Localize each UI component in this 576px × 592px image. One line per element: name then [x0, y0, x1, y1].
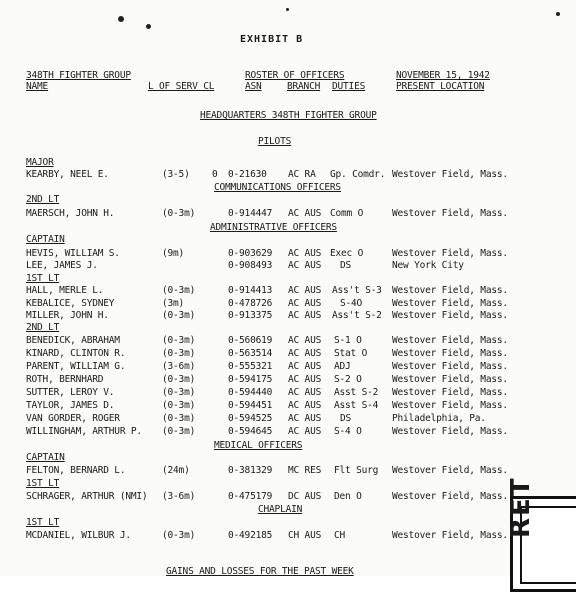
exhibit-label: EXHIBIT B: [240, 34, 304, 45]
officer-branch: AC AUS: [288, 413, 322, 424]
officer-branch: AC AUS: [288, 335, 322, 346]
group-name: 348TH FIGHTER GROUP: [26, 70, 131, 81]
officer-branch: AC AUS: [288, 248, 322, 259]
officer-asn: 0-560619: [228, 335, 273, 346]
officer-branch: AC AUS: [288, 208, 322, 219]
officer-name: HALL, MERLE L.: [26, 285, 104, 296]
rank-2nd-lt: 2ND LT: [26, 194, 60, 205]
officer-asn: 0-594440: [228, 387, 273, 398]
officer-duties: Flt Surg: [334, 465, 379, 476]
officer-class: 0: [212, 169, 218, 180]
officer-duties: S-4O: [340, 298, 363, 309]
officer-service: (0-3m): [162, 387, 196, 398]
officer-location: Westover Field, Mass.: [392, 169, 508, 180]
roster-date: NOVEMBER 15, 1942: [396, 70, 490, 81]
officer-duties: DS: [340, 413, 352, 424]
officer-name: TAYLOR, JAMES D.: [26, 400, 115, 411]
officer-location: Westover Field, Mass.: [392, 400, 508, 411]
officer-asn: 0-478726: [228, 298, 273, 309]
officer-service: (0-3m): [162, 413, 196, 424]
officer-asn: 0-555321: [228, 361, 273, 372]
col-name: NAME: [26, 81, 49, 92]
officer-location: Westover Field, Mass.: [392, 298, 508, 309]
officer-location: Westover Field, Mass.: [392, 361, 508, 372]
officer-duties: S-2 O: [334, 374, 362, 385]
officer-asn: 0-594451: [228, 400, 273, 411]
officer-name: SUTTER, LEROY V.: [26, 387, 115, 398]
officer-branch: CH AUS: [288, 530, 322, 541]
officer-row: [0, 413, 576, 424]
officer-service: (0-3m): [162, 530, 196, 541]
officer-service: (3-6m): [162, 491, 196, 502]
officer-name: KEBALICE, SYDNEY: [26, 298, 115, 309]
ink-blot: [146, 24, 151, 29]
officer-service: (3-5): [162, 169, 190, 180]
officer-row: [0, 335, 576, 346]
officer-duties: Den O: [334, 491, 362, 502]
officer-duties: CH: [334, 530, 346, 541]
officer-service: (9m): [162, 248, 185, 259]
officer-asn: 0-594525: [228, 413, 273, 424]
officer-service: (0-3m): [162, 208, 196, 219]
officer-row: [0, 260, 576, 271]
officer-row: [0, 465, 576, 476]
officer-row: [0, 298, 576, 309]
officer-row: [0, 387, 576, 398]
officer-asn: 0-913375: [228, 310, 273, 321]
officer-duties: Stat O: [334, 348, 368, 359]
ink-blot: [286, 8, 289, 11]
subsection-title: PILOTS: [258, 136, 292, 147]
officer-service: (0-3m): [162, 426, 196, 437]
rank-captain: CAPTAIN: [26, 234, 65, 245]
officer-duties: ADJ: [334, 361, 351, 372]
officer-asn: 0-492185: [228, 530, 273, 541]
category-medical: MEDICAL OFFICERS: [214, 440, 303, 451]
officer-location: Westover Field, Mass.: [392, 465, 508, 476]
officer-name: MCDANIEL, WILBUR J.: [26, 530, 131, 541]
officer-duties: Exec O: [330, 248, 364, 259]
rank-2nd-lt: 2ND LT: [26, 322, 60, 333]
officer-row: [0, 208, 576, 219]
officer-asn: 0-903629: [228, 248, 273, 259]
officer-duties: S-1 O: [334, 335, 362, 346]
officer-name: PARENT, WILLIAM G.: [26, 361, 126, 372]
rank-1st-lt: 1ST LT: [26, 273, 60, 284]
officer-location: Westover Field, Mass.: [392, 285, 508, 296]
officer-row: [0, 361, 576, 372]
officer-row: [0, 348, 576, 359]
officer-name: SCHRAGER, ARTHUR (NMI): [26, 491, 148, 502]
col-asn: ASN: [245, 81, 262, 92]
officer-service: (3m): [162, 298, 185, 309]
officer-asn: 0-475179: [228, 491, 273, 502]
officer-row: [0, 169, 576, 180]
officer-asn: 0-914447: [228, 208, 273, 219]
category-communications: COMMUNICATIONS OFFICERS: [214, 182, 341, 193]
officer-row: [0, 248, 576, 259]
officer-duties: Asst S-2: [334, 387, 379, 398]
officer-location: Westover Field, Mass.: [392, 208, 508, 219]
col-duties: DUTIES: [332, 81, 366, 92]
officer-service: (0-3m): [162, 335, 196, 346]
col-location: PRESENT LOCATION: [396, 81, 485, 92]
category-administrative: ADMINISTRATIVE OFFICERS: [210, 222, 337, 233]
rank-1st-lt: 1ST LT: [26, 517, 60, 528]
officer-branch: AC AUS: [288, 400, 322, 411]
officer-service: (0-3m): [162, 374, 196, 385]
officer-asn: 0-908493: [228, 260, 273, 271]
officer-duties: Ass't S-2: [332, 310, 382, 321]
officer-duties: Ass't S-3: [332, 285, 382, 296]
officer-service: (3-6m): [162, 361, 196, 372]
officer-row: [0, 310, 576, 321]
stamp-text: RET: [506, 476, 536, 538]
officer-branch: AC AUS: [288, 260, 322, 271]
officer-name: KINARD, CLINTON R.: [26, 348, 126, 359]
officer-row: [0, 285, 576, 296]
officer-duties: Gp. Comdr.: [330, 169, 386, 180]
officer-location: Westover Field, Mass.: [392, 374, 508, 385]
officer-name: HEVIS, WILLIAM S.: [26, 248, 120, 259]
officer-service: (0-3m): [162, 285, 196, 296]
roster-title: ROSTER OF OFFICERS: [245, 70, 345, 81]
officer-location: Westover Field, Mass.: [392, 387, 508, 398]
officer-asn: 0-594175: [228, 374, 273, 385]
officer-location: Westover Field, Mass.: [392, 491, 508, 502]
officer-branch: AC AUS: [288, 426, 322, 437]
officer-name: VAN GORDER, ROGER: [26, 413, 120, 424]
officer-location: Westover Field, Mass.: [392, 335, 508, 346]
officer-branch: AC AUS: [288, 374, 322, 385]
officer-location: Westover Field, Mass.: [392, 530, 508, 541]
officer-duties: S-4 O: [334, 426, 362, 437]
officer-row: [0, 426, 576, 437]
officer-name: WILLINGHAM, ARTHUR P.: [26, 426, 142, 437]
officer-asn: 0-563514: [228, 348, 273, 359]
officer-name: KEARBY, NEEL E.: [26, 169, 109, 180]
officer-service: (0-3m): [162, 310, 196, 321]
col-length-of-service: L OF SERV CL: [148, 81, 215, 92]
officer-asn: 0-594645: [228, 426, 273, 437]
officer-asn: 0-381329: [228, 465, 273, 476]
officer-name: MILLER, JOHN H.: [26, 310, 109, 321]
officer-service: (0-3m): [162, 400, 196, 411]
officer-name: ROTH, BERNHARD: [26, 374, 104, 385]
rank-major: MAJOR: [26, 157, 54, 168]
officer-name: FELTON, BERNARD L.: [26, 465, 126, 476]
officer-branch: DC AUS: [288, 491, 322, 502]
rank-1st-lt: 1ST LT: [26, 478, 60, 489]
officer-row: [0, 374, 576, 385]
footer-heading: GAINS AND LOSSES FOR THE PAST WEEK: [166, 566, 354, 577]
officer-name: MAERSCH, JOHN H.: [26, 208, 115, 219]
officer-name: BENEDICK, ABRAHAM: [26, 335, 120, 346]
col-branch: BRANCH: [287, 81, 321, 92]
rank-captain: CAPTAIN: [26, 452, 65, 463]
officer-location: Westover Field, Mass.: [392, 426, 508, 437]
officer-branch: AC AUS: [288, 285, 322, 296]
officer-branch: AC AUS: [288, 348, 322, 359]
officer-asn: 0-914413: [228, 285, 273, 296]
officer-row: [0, 400, 576, 411]
officer-branch: AC RA: [288, 169, 316, 180]
officer-location: Philadelphia, Pa.: [392, 413, 486, 424]
category-chaplain: CHAPLAIN: [258, 504, 303, 515]
officer-location: Westover Field, Mass.: [392, 248, 508, 259]
officer-location: Westover Field, Mass.: [392, 348, 508, 359]
officer-branch: MC RES: [288, 465, 322, 476]
officer-duties: DS: [340, 260, 352, 271]
ink-blot: [118, 16, 124, 22]
officer-name: LEE, JAMES J.: [26, 260, 98, 271]
ink-blot: [556, 12, 560, 16]
section-title: HEADQUARTERS 348TH FIGHTER GROUP: [200, 110, 377, 121]
officer-service: (0-3m): [162, 348, 196, 359]
officer-row: [0, 530, 576, 541]
officer-duties: Comm O: [330, 208, 364, 219]
officer-branch: AC AUS: [288, 298, 322, 309]
officer-asn: 0-21630: [228, 169, 267, 180]
officer-service: (24m): [162, 465, 190, 476]
officer-branch: AC AUS: [288, 310, 322, 321]
officer-location: Westover Field, Mass.: [392, 310, 508, 321]
officer-row: [0, 491, 576, 502]
officer-duties: Asst S-4: [334, 400, 379, 411]
officer-branch: AC AUS: [288, 387, 322, 398]
officer-branch: AC AUS: [288, 361, 322, 372]
officer-location: New York City: [392, 260, 464, 271]
